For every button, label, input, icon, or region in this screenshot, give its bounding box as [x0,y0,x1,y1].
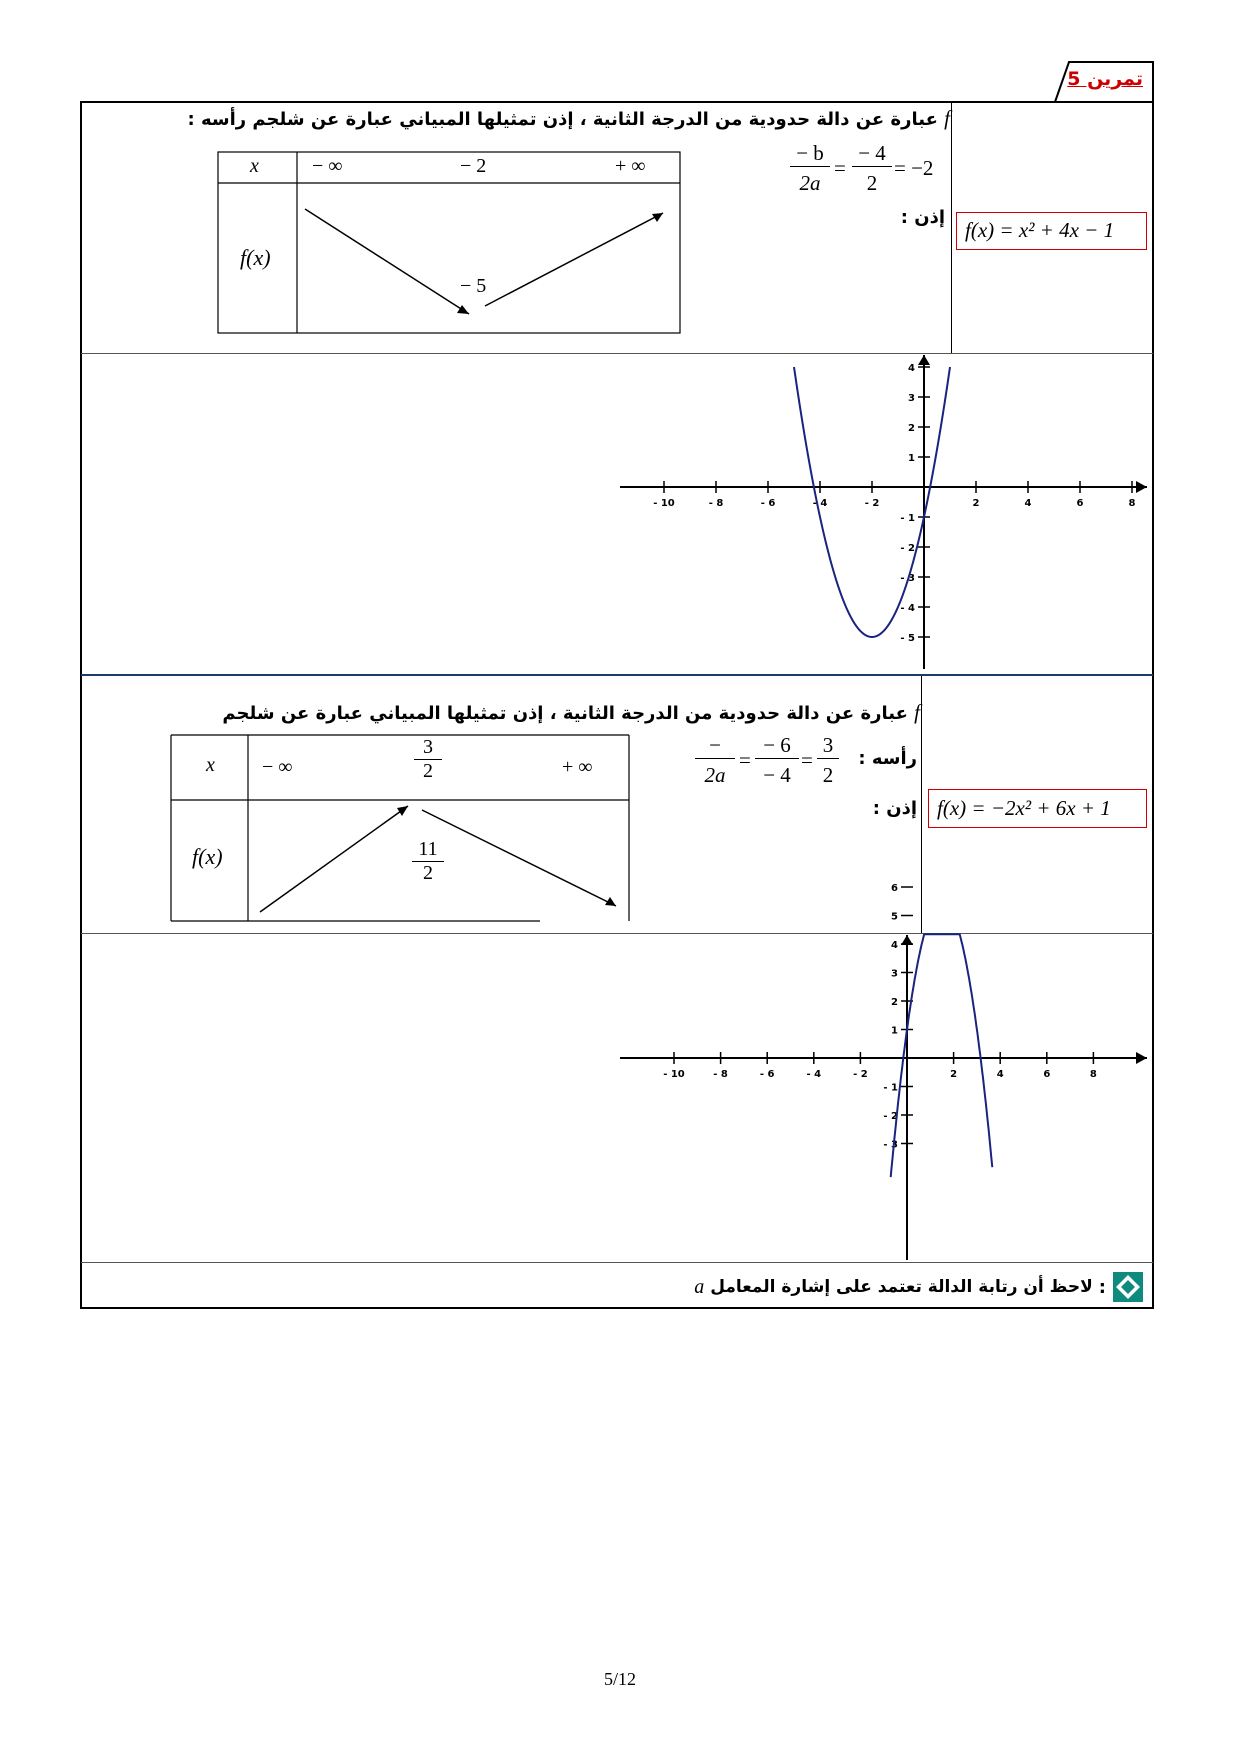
ex2-vertex-label: رأسه : [858,748,917,769]
graph1-xtick-label: - 2 [864,498,880,509]
graph2-xtick-label: - 8 [713,1069,728,1080]
graph1 [620,355,1150,671]
note-variable: a [694,1275,705,1298]
ex2-frac2-den: − 4 [763,763,791,787]
graph2-xtick-label: 6 [1043,1069,1051,1080]
ex1-frac-result: = −2 [894,156,934,180]
graph1-xtick-label: - 4 [812,498,828,509]
divider-3 [81,933,1153,934]
ex2-table-extremum [412,838,444,885]
ex2-table-x-pos-inf: + ∞ [562,756,593,778]
ex2-statement [222,700,920,725]
graph1-ytick-label: 4 [908,363,915,374]
ex2-text: عبارة عن دالة حدودية من الدرجة الثانية ، إذن تمثيلها المبياني عبارة عن شلجم [222,703,908,724]
ex2-vertex-formula: − 2a = − 6 − 4 = 3 2 [695,733,845,793]
header-tab [1055,60,1155,102]
graph2-axes [620,935,1147,1260]
graph2 [620,883,1150,1261]
ex1-f-symbol: f [944,106,950,130]
ex2-table-svg [170,734,630,922]
graph1-ytick-label: 3 [908,393,915,404]
graph2-ytick-label: 2 [891,997,898,1008]
ex1-text: عبارة عن دالة حدودية من الدرجة الثانية ، إذن تمثيلها المبياني عبارة عن شلجم رأسه : [187,109,938,130]
ex2-table-x-frac [414,736,442,783]
ex2-table-x-frac-num: 3 [414,736,442,760]
graph1-xtick-label: - 6 [760,498,776,509]
ex2-equation-box [928,789,1147,828]
ex1-frac1-den: 2a [799,171,821,195]
divider-2 [81,674,1153,676]
graph2-parabola [891,934,993,1177]
ex2-frac1-den: 2a [704,763,726,787]
graph2-xtick-label: - 2 [853,1069,868,1080]
graph2-ytick-label: 5 [891,911,898,923]
ex1-frac2-num: − 4 [852,141,892,167]
graph2-ytick-label: 4 [891,940,898,951]
graph2-xtick-label: - 10 [663,1069,685,1080]
graph1-axes [620,355,1147,669]
graph1-ytick-label: - 1 [900,513,915,524]
graph1-ytick-label: - 2 [900,543,915,554]
ex1-idhan: إذن : [900,207,945,228]
ex2-frac3-den: 2 [822,763,834,787]
divider-1 [81,353,1153,354]
ex1-frac1-num: − b [790,141,830,167]
ex1-table-extremum: − 5 [460,275,487,297]
graph2-ytick-label: 3 [891,968,898,980]
graph1-xtick-label: 4 [1024,498,1032,509]
graph1-ticks [653,363,1135,644]
ex1-equation-box [956,212,1147,250]
ex1-table-x-pos-inf: + ∞ [615,155,646,177]
ex2-table-x-label: x [206,754,215,776]
note-text: لاحظ أن رتابة الدالة تعتمد على إشارة المعامل [710,1277,1093,1297]
ex2-frac3-num: 3 [817,733,839,759]
ex2-table-x-frac-den: 2 [423,760,433,782]
graph2-ytick-label: 6 [891,883,898,894]
graph1-ytick-label: - 5 [900,633,915,644]
ex2-f-symbol: f [914,700,920,724]
graph2-xtick-label: 2 [950,1069,958,1080]
graph2-ytick-label: - 2 [883,1111,898,1122]
ex2-variation-table [170,734,630,922]
ex2-table-extremum-num: 11 [412,838,444,862]
ex1-equation: f(x) = x² + 4x − 1 [965,218,1115,242]
graph2-xtick-label: 8 [1089,1069,1097,1080]
graph2-ytick-label: - 1 [883,1082,898,1094]
graph1-xtick-label: 2 [972,498,980,509]
ex1-table-fx-label: f(x) [240,245,271,270]
ex2-idhan: إذن : [872,798,917,819]
ex2-table-extremum-den: 2 [423,862,433,884]
ex2-table-fx-label: f(x) [192,844,223,869]
vdivider-2 [921,676,922,933]
graph2-xtick-label: 4 [996,1069,1004,1080]
ex1-table-svg [217,151,681,334]
ex1-variation-table [217,151,681,334]
graph1-xtick-label: 6 [1076,498,1084,509]
graph2-xtick-label: - 6 [759,1069,775,1080]
graph2-ytick-label: 1 [891,1025,898,1037]
ex2-frac1-num: − [695,733,735,759]
graph2-ytick-label: - 3 [883,1139,898,1151]
divider-4 [81,1262,1153,1263]
graph1-ytick-label: - 3 [900,573,915,584]
page-number: 5/12 [603,1669,636,1689]
ex2-frac2-num: − 6 [755,733,799,759]
graph1-xtick-label: - 10 [653,498,675,509]
vdivider-1 [951,102,952,353]
graph2-xtick-label: - 4 [806,1069,822,1080]
ex1-frac2-den: 2 [866,171,878,195]
graph1-xtick-label: - 8 [708,498,724,509]
ex1-vertex-formula: − b 2a = − 4 2 = −2 [790,141,950,201]
ex1-table-x-neg-inf: − ∞ [312,155,343,177]
graph1-xtick-label: 8 [1128,498,1136,509]
diamond-arrows-icon [1112,1271,1144,1303]
graph1-ytick-label: 1 [908,453,915,464]
graph1-ytick-label: - 4 [900,603,915,614]
ex1-table-x-vertex: − 2 [460,155,487,177]
ex2-equation: f(x) = −2x² + 6x + 1 [937,796,1111,820]
graph1-ytick-label: 2 [908,423,915,434]
exercise-title: تمرين 5 [1067,68,1143,90]
ex2-table-x-neg-inf: − ∞ [262,756,293,778]
note-row: : لاحظ أن رتابة الدالة تعتمد على إشارة المعامل a [694,1270,1144,1304]
ex1-table-x-label: x [250,155,259,177]
ex1-statement [188,106,950,131]
